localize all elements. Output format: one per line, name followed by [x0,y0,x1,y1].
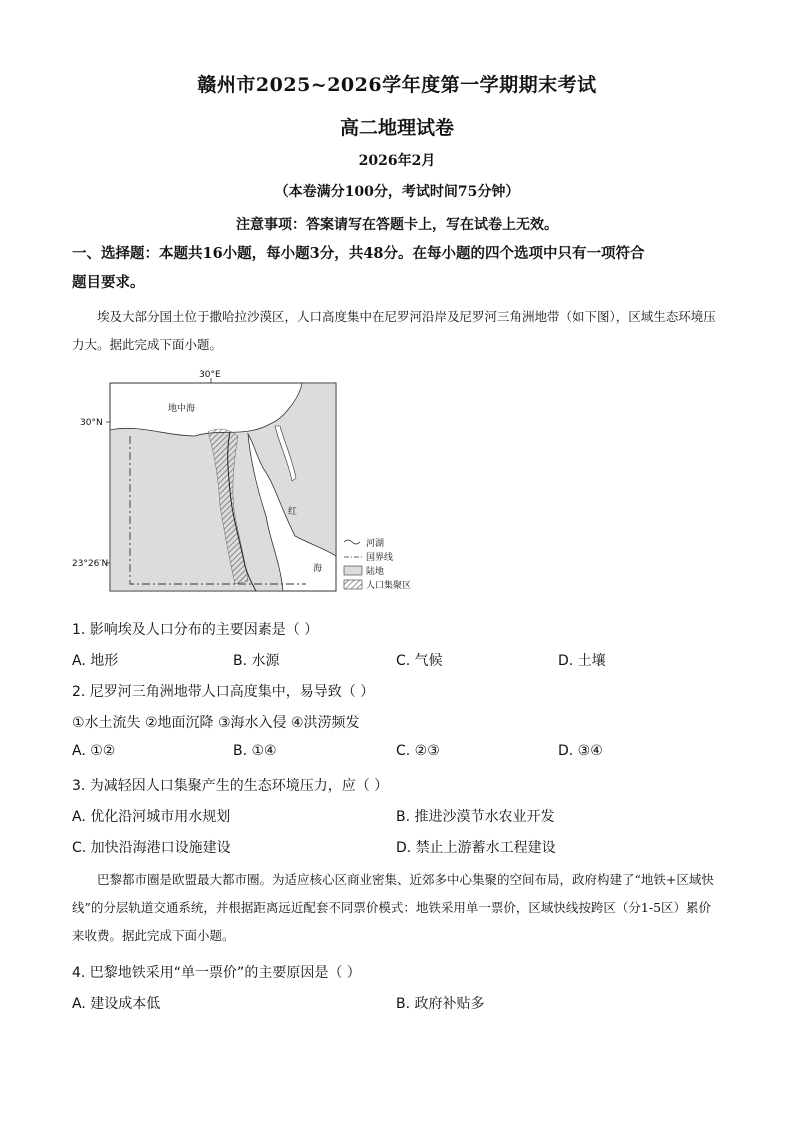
red-sea-label-1: 红 [288,507,298,517]
q2-option-a: A. ①② [72,743,116,759]
q1-option-a: A. 地形 [72,653,119,669]
question-2-items: ①水土流失 ②地面沉降 ③海水入侵 ④洪涝频发 [72,715,360,731]
map-legend [344,537,411,591]
section-heading-line1: 一、选择题：本题共16小题，每小题3分，共48分。在每小题的四个选项中只有一项符合 [72,245,645,262]
exam-title: 赣州市2025~2026学年度第一学期期末考试 [197,74,597,96]
lon-label: 30°E [199,370,221,380]
lat-label-tropic: 23°26′N [72,559,109,569]
q1-option-c: C. 气候 [396,653,443,669]
section-heading-line2: 题目要求。 [72,274,145,291]
notice: 注意事项：答案请写在答题卡上，写在试卷上无效。 [236,217,558,233]
q3-option-c: C. 加快沿海港口设施建设 [72,840,231,856]
score-time-note: （本卷满分100分，考试时间75分钟） [274,184,520,200]
lat-label-30: 30°N [80,418,103,428]
legend-population: 人口集聚区 [366,581,412,591]
q1-option-b: B. 水源 [233,653,280,669]
q2-option-c: C. ②③ [396,743,440,759]
egypt-map [70,366,440,601]
exam-date: 2026年2月 [358,153,436,169]
legend-border: 国界线 [366,553,394,563]
q2-option-b: B. ①④ [233,743,277,759]
legend-river: 河湖 [366,539,385,549]
q3-option-d: D. 禁止上游蓄水工程建设 [396,840,556,856]
section-heading [72,239,722,297]
q2-option-d: D. ③④ [558,743,603,759]
question-1-stem: 1. 影响埃及人口分布的主要因素是（ ） [72,622,319,638]
passage-paris: 巴黎都市圈是欧盟最大都市圈。为适应核心区商业密集、近郊多中心集聚的空间布局，政府构建了“地铁+区域快线”的分层轨道交通系统，并根据距离远近配套不同票价模式：地铁采用单一票价，区域快线按跨区（分1-5区）累价来收费。据此完成下面小题。 [72,872,714,943]
question-2-stem: 2. 尼罗河三角洲地带人口高度集中，易导致（ ） [72,684,375,700]
exam-subtitle: 高二地理试卷 [339,117,454,139]
question-4-stem: 4. 巴黎地铁采用“单一票价”的主要原因是（ ） [72,965,361,981]
legend-land: 陆地 [366,567,385,577]
question-3-stem: 3. 为减轻因人口集聚产生的生态环境压力，应（ ） [72,778,389,794]
mediterranean-label: 地中海 [168,404,196,414]
q3-option-b: B. 推进沙漠节水农业开发 [396,809,555,825]
passage-egypt: 埃及大部分国土位于撒哈拉沙漠区，人口高度集中在尼罗河沿岸及尼罗河三角洲地带（如下图），区域生态环境压力大。据此完成下面小题。 [72,309,716,352]
q4-option-a: A. 建设成本低 [72,996,161,1012]
red-sea-label-2: 海 [313,564,323,574]
q1-option-d: D. 土壤 [558,653,606,669]
q4-option-b: B. 政府补贴多 [396,996,485,1012]
q3-option-a: A. 优化沿河城市用水规划 [72,809,231,825]
